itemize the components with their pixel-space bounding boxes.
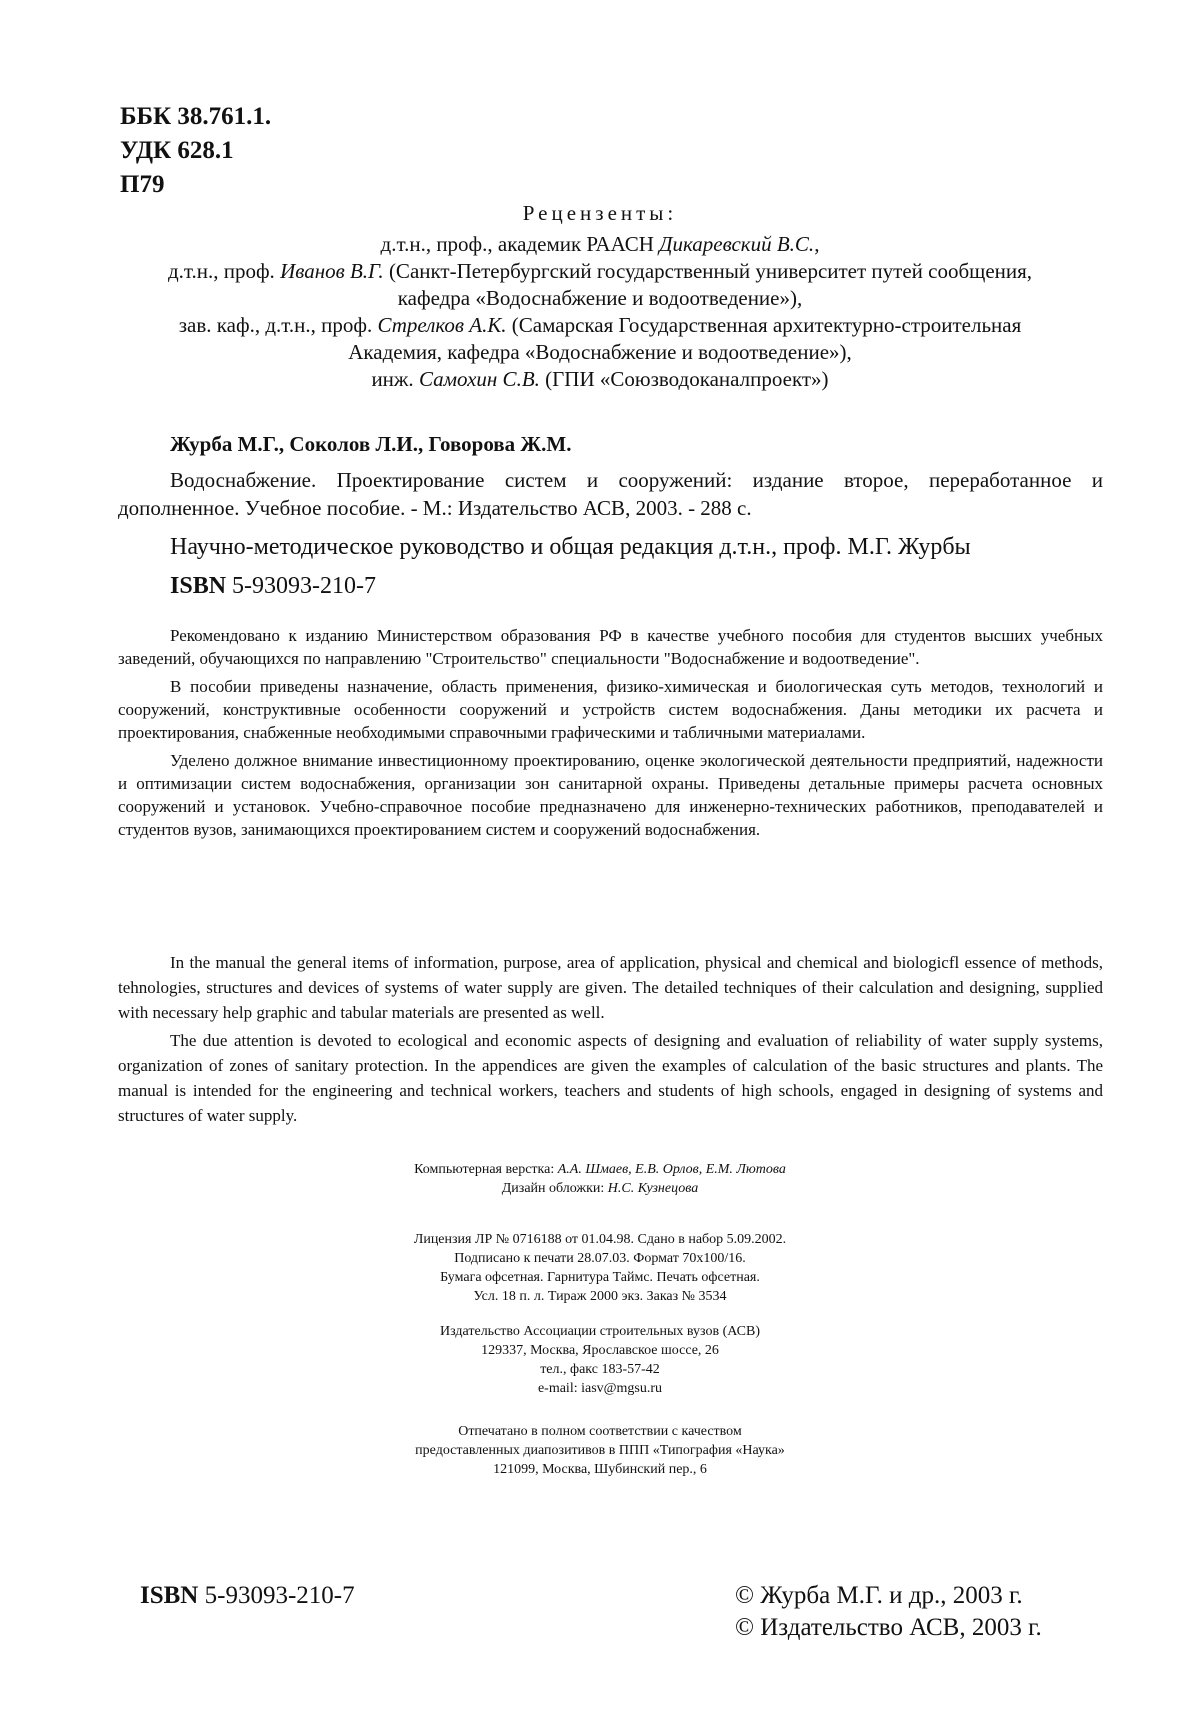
- reviewer-1-post: ,: [814, 232, 820, 256]
- cover-credit-label: Дизайн обложки:: [501, 1181, 608, 1196]
- copyright-block: [735, 1580, 1042, 1644]
- annotation-ru-paragraph: Рекомендовано к изданию Министерством образования РФ в качестве учебного пособия для студентов высших учебных заведений, обучающихся по направлению "Строительство" специальности "Водоснабжение и водоотведение".: [118, 626, 1103, 668]
- reviewer-2-affiliation: (Санкт-Петербургский государственный университет путей сообщения,: [383, 259, 1033, 283]
- classification-codes: [120, 100, 271, 202]
- reviewer-1-name: Дикаревский В.С.: [659, 232, 815, 256]
- reviewer-1-title: д.т.н., проф., академик РААСН: [380, 232, 660, 256]
- license-line: Усл. 18 п. л. Тираж 2000 экз. Заказ № 3534: [473, 1289, 727, 1304]
- isbn-top-number: 5-93093-210-7: [226, 573, 377, 599]
- printing-line: 121099, Москва, Шубинский пер., 6: [493, 1462, 707, 1477]
- reviewer-4-title: инж.: [371, 367, 419, 391]
- reviewer-4-affiliation: (ГПИ «Союзводоканалпроект»): [539, 367, 829, 391]
- reviewer-2-name: Иванов В.Г.: [280, 259, 384, 283]
- publisher-line: e-mail: iasv@mgsu.ru: [537, 1381, 663, 1396]
- author-index: П79: [120, 171, 165, 198]
- publisher-line: тел., факс 183-57-42: [540, 1362, 660, 1377]
- annotation-english: [118, 950, 1103, 1131]
- copyright-authors: © Журба М.Г. и др., 2003 г.: [735, 1582, 1023, 1609]
- reviewer-2-cont: кафедра «Водоснабжение и водоотведение»),: [397, 286, 803, 310]
- printing-line: Отпечатано в полном соответствии с качеством: [458, 1424, 742, 1439]
- reviewer-3-title: зав. каф., д.т.н., проф.: [178, 313, 378, 337]
- isbn-top-label: ISBN: [170, 573, 227, 599]
- production-credits: [300, 1160, 900, 1198]
- annotation-russian: [118, 624, 1103, 846]
- bbk-code: ББК 38.761.1.: [120, 103, 272, 130]
- license-line: Бумага офсетная. Гарнитура Таймс. Печать офсетная.: [440, 1270, 760, 1285]
- cover-credit: [300, 1179, 900, 1198]
- udk-code: УДК 628.1: [120, 137, 234, 164]
- printing-line: предоставленных диапозитивов в ППП «Типография «Наука»: [415, 1443, 785, 1458]
- cover-credit-name: Н.С. Кузнецова: [607, 1181, 699, 1196]
- printing-info: [300, 1422, 900, 1479]
- annotation-en-paragraph: The due attention is devoted to ecological and economic aspects of designing and evaluation of reliability of water supply systems, organization of zones of sanitary protection. In the appendices are given the examples of calculation of the basic structures and plants. The manual is intended for the engineering and technical workers, teachers and students of high schools, engaged in designing of systems and structures of water supply.: [118, 1031, 1103, 1125]
- reviewer-1: [100, 231, 1100, 258]
- reviewer-2: [100, 258, 1100, 285]
- reviewer-3-cont: Академия, кафедра «Водоснабжение и водоотведение»),: [348, 340, 852, 364]
- bibliographic-description: Водоснабжение. Проектирование систем и сооружений: издание второе, переработанное и дополненное. Учебное пособие. - М.: Издательство АСВ, 2003. - 288 с.: [118, 468, 1103, 520]
- layout-credit-label: Компьютерная верстка:: [414, 1162, 558, 1177]
- editor-line: Научно-методическое руководство и общая редакция д.т.н., проф. М.Г. Журбы: [170, 534, 971, 560]
- license-line: Лицензия ЛР № 0716188 от 01.04.98. Сдано в набор 5.09.2002.: [413, 1232, 787, 1247]
- annotation-ru-paragraph: Уделено должное внимание инвестиционному проектированию, оценке экологической деятельности предприятий, надежности и оптимизации систем водоснабжения, организации зон санитарной охраны. Приведены детальные примеры расчета основных сооружений и установок. Учебно-справочное пособие предназначено для инженерно-технических работников, преподавателей и студентов вузов, занимающихся проектированием систем и сооружений водоснабжения.: [118, 751, 1103, 839]
- reviewers-heading: Рецензенты:: [522, 201, 678, 225]
- reviewer-3-name: Стрелков А.К.: [377, 313, 507, 337]
- reviewer-3: [100, 312, 1100, 339]
- license-info: [300, 1230, 900, 1306]
- publisher-line: Издательство Ассоциации строительных вузов (АСВ): [440, 1324, 760, 1339]
- isbn-top: [170, 573, 376, 600]
- isbn-bottom: [140, 1582, 355, 1610]
- license-line: Подписано к печати 28.07.03. Формат 70x100/16.: [454, 1251, 746, 1266]
- layout-credit: [300, 1160, 900, 1179]
- reviewer-3-affiliation: (Самарская Государственная архитектурно-строительная: [506, 313, 1022, 337]
- reviewers-block: [100, 200, 1100, 393]
- copyright-publisher: © Издательство АСВ, 2003 г.: [735, 1614, 1042, 1641]
- annotation-en-paragraph: In the manual the general items of information, purpose, area of application, physical and chemical and biologicfl essence of methods, tehnologies, structures and devices of systems of water supply are given. The detailed techniques of their calculation and designing, supplied with necessary help graphic and tabular materials are presented as well.: [118, 953, 1103, 1022]
- publisher-info: [300, 1322, 900, 1398]
- layout-credit-names: А.А. Шмаев, Е.В. Орлов, Е.М. Лютова: [557, 1162, 786, 1177]
- publisher-line: 129337, Москва, Ярославское шоссе, 26: [481, 1343, 719, 1358]
- isbn-bottom-label: ISBN: [140, 1582, 199, 1609]
- book-authors: Журба М.Г., Соколов Л.И., Говорова Ж.М.: [170, 432, 572, 456]
- annotation-ru-paragraph: В пособии приведены назначение, область применения, физико-химическая и биологическая суть методов, технологий и сооружений, конструктивные особенности сооружений и устройств систем водоснабжения. Даны методики их расчета и проектирования, снабженные необходимыми справочными графическими и табличными материалами.: [118, 677, 1103, 742]
- reviewer-4-name: Самохин С.В.: [418, 367, 540, 391]
- reviewer-2-title: д.т.н., проф.: [167, 259, 281, 283]
- reviewer-4: [100, 366, 1100, 393]
- isbn-bottom-number: 5-93093-210-7: [198, 1582, 355, 1609]
